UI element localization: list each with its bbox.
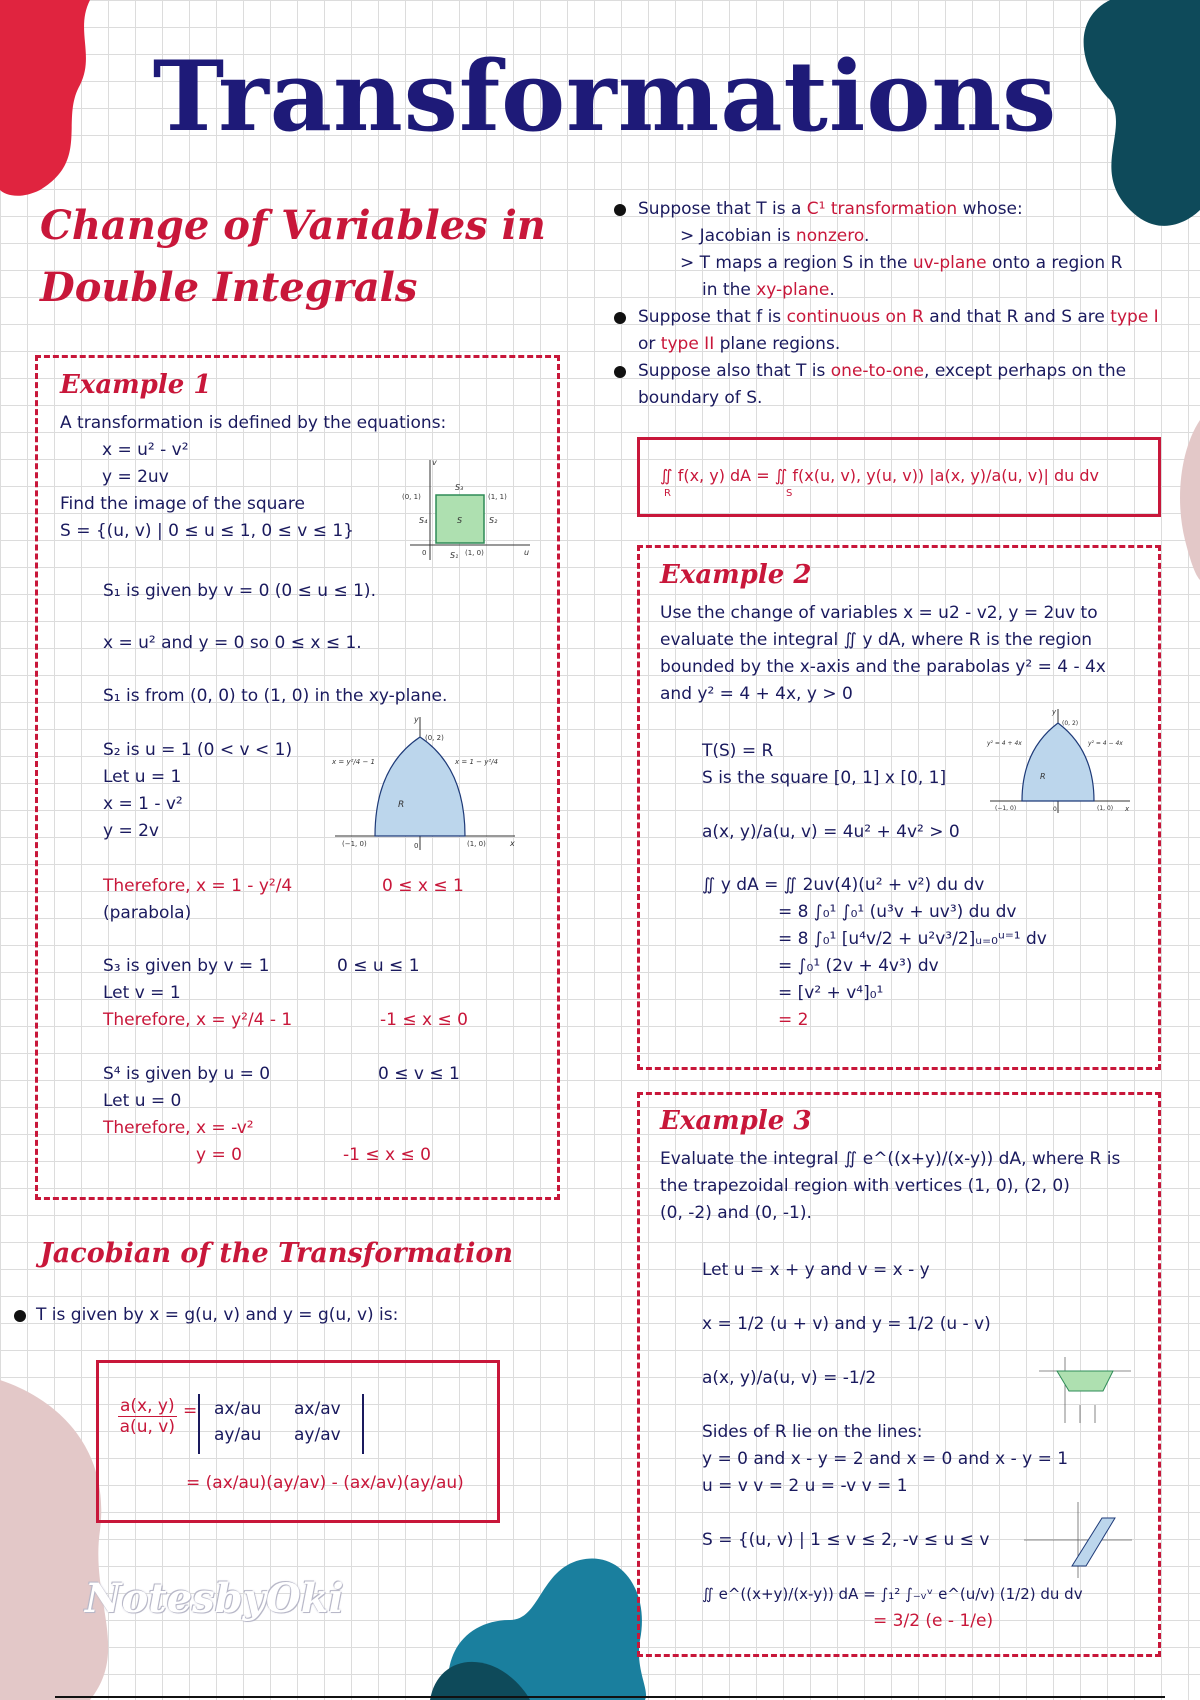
ex2-intro-3: and y² = 4 + 4x, y > 0 [660, 684, 853, 704]
rb0-p2: whose: [957, 199, 1023, 219]
g1-label-s1: S₁ [450, 551, 459, 560]
rb5-p1: type II [660, 334, 715, 354]
formula-left: ∬ f(x, y) dA = [660, 466, 775, 485]
jacobian-bullet-dot [14, 1310, 26, 1322]
s4-line-0: S⁴ is given by u = 0 [103, 1064, 271, 1084]
ex2-calc-0: ∬ y dA = ∬ 2uv(4)(u² + v²) du dv [702, 875, 985, 895]
g2-label-right-curve: x = 1 − y²/4 [455, 758, 498, 766]
rb3-p0: in the [702, 280, 757, 300]
heading-line-2: Double Integrals [40, 264, 418, 311]
g3-label-x: x [1125, 805, 1130, 813]
g1-label-01: (0, 1) [402, 493, 421, 501]
right-bullet-line-5 [638, 331, 840, 358]
formula-text [660, 462, 1099, 489]
ex2-intro-0: Use the change of variables x = u2 - v2, y = 2uv to [660, 603, 1098, 623]
ex2-calc-3: = ∫₀¹ (2v + 4v³) dv [778, 956, 939, 976]
ex1-line-1: x = u² - v² [102, 440, 189, 460]
ex2-calc-4: = [v² + v⁴]₀¹ [778, 983, 884, 1003]
right-bullet-line-3 [702, 277, 835, 304]
bottom-rule [55, 1696, 1165, 1698]
g2-label-0: 0 [414, 842, 419, 850]
heading-line-1: Change of Variables in [40, 202, 546, 249]
ex2-answer: = 2 [778, 1010, 809, 1030]
ex3-intro-0: Evaluate the integral ∬ e^((x+y)/(x-y)) dA, where R is [660, 1149, 1121, 1169]
ex3-let: Let u = x + y and v = x - y [702, 1260, 930, 1280]
g1-label-0: 0 [422, 549, 427, 557]
rb0-p0: Suppose that T is a [638, 199, 807, 219]
ex2-calc-1: = 8 ∫₀¹ ∫₀¹ (u³v + uv³) du dv [778, 902, 1017, 922]
pink-blob-right-edge [1175, 420, 1200, 580]
s2-block [103, 737, 292, 845]
teal-blob-bottom [430, 1540, 660, 1700]
ex2-step-1: S is the square [0, 1] x [0, 1] [702, 768, 947, 788]
matrix-12: ax/av [294, 1399, 341, 1419]
s1-line-0: S₁ is given by v = 0 (0 ≤ u ≤ 1). [103, 581, 376, 601]
ex3-sides-1: y = 0 and x - y = 2 and x = 0 and x - y = 1 [702, 1449, 1069, 1469]
formula-right: ∬ f(x(u, v), y(u, v)) |a(x, y)/a(u, v)| du dv [774, 466, 1099, 485]
rb3-p2: . [829, 280, 835, 300]
rb2-p2: onto a region R [986, 253, 1123, 273]
square-uv-graph [400, 455, 535, 565]
ex2-calc [702, 872, 1047, 1034]
example-2-region-graph [985, 705, 1135, 815]
rb3-p1: xy-plane [756, 280, 830, 300]
jacobian-lhs-den: a(u, v) [119, 1417, 175, 1437]
g2-label-x: x [510, 839, 515, 848]
g2-label-left-curve: x = y²/4 − 1 [332, 758, 375, 766]
s4-line-1: Let u = 0 [103, 1091, 182, 1111]
rb7-p0: boundary of S. [638, 388, 763, 408]
right-bullet-dot-2 [614, 312, 626, 324]
rb1-p2: . [863, 226, 870, 246]
formula-sub-r: R [664, 488, 671, 499]
s2-line-2: x = 1 - v² [103, 794, 183, 814]
matrix-11: ax/au [214, 1399, 262, 1419]
jacobian-lhs [118, 1396, 177, 1437]
g1-label-s: S [457, 516, 463, 525]
ex3-sides-title: Sides of R lie on the lines: [702, 1422, 923, 1442]
ex1-line-3: Find the image of the square [60, 494, 305, 514]
rb2-p1: uv-plane [912, 253, 987, 273]
g3-label-left: y² = 4 + 4x [987, 740, 1022, 747]
s3-therefore: Therefore, x = y²/4 - 1 [103, 1010, 293, 1030]
red-blob-top-left [0, 0, 140, 200]
rb4-p2: and that R and S are [923, 307, 1111, 327]
s4-range-2: -1 ≤ x ≤ 0 [343, 1145, 431, 1165]
rb6-p0: Suppose also that T is [638, 361, 831, 381]
ex3-intro-2: (0, -2) and (0, -1). [660, 1203, 812, 1223]
jacobian-result: = (ax/au)(ay/av) - (ax/av)(ay/au) [186, 1473, 464, 1493]
ex1-line-4: S = {(u, v) | 0 ≤ u ≤ 1, 0 ≤ v ≤ 1} [60, 521, 355, 541]
s2-parabola: (parabola) [103, 903, 192, 923]
g1-label-11: (1, 1) [488, 493, 507, 501]
jacobian-bullet-text: T is given by x = g(u, v) and y = g(u, v) is: [36, 1305, 399, 1325]
s4-range-1: 0 ≤ v ≤ 1 [378, 1064, 460, 1084]
rb6-p1: one-to-one [830, 361, 925, 381]
right-bullet-line-7 [638, 385, 762, 412]
rb5-p2: plane regions. [714, 334, 841, 354]
g2-label-m10: (−1, 0) [342, 840, 367, 848]
example-1-title: Example 1 [60, 370, 212, 400]
g2-label-02: (0, 2) [425, 734, 444, 742]
s3-line-1: Let v = 1 [103, 983, 181, 1003]
g1-label-10: (1, 0) [465, 549, 484, 557]
g2-label-10: (1, 0) [467, 840, 486, 848]
rb2-p0: > T maps a region S in the [680, 253, 913, 273]
s4-therefore: Therefore, x = -v² [103, 1118, 254, 1138]
right-bullet-line-2 [680, 250, 1122, 277]
jacobian-lhs-num: a(x, y) [120, 1396, 175, 1416]
s2-line-0: S₂ is u = 1 (0 < v < 1) [103, 740, 293, 760]
s3-range-1: 0 ≤ u ≤ 1 [337, 956, 420, 976]
watermark-logo: NotesbyOki [85, 1575, 344, 1622]
right-bullet-line-1 [680, 223, 869, 250]
s3-line-0: S₃ is given by v = 1 [103, 956, 270, 976]
s3-range-2: -1 ≤ x ≤ 0 [380, 1010, 468, 1030]
section-heading-change-of-variables [40, 195, 546, 319]
right-bullet-line-6 [638, 358, 1126, 385]
example-3-content [660, 1106, 1150, 1227]
ex3-integral: ∬ e^((x+y)/(x-y)) dA = ∫₁² ∫₋ᵥᵛ e^(u/v) (1/2) du dv [702, 1585, 1083, 1603]
right-bullet-dot-1 [614, 204, 626, 216]
ex3-s-set: S = {(u, v) | 1 ≤ v ≤ 2, -v ≤ u ≤ v [702, 1530, 990, 1550]
right-bullet-line-4 [638, 304, 1159, 331]
ex3-xy: x = 1/2 (u + v) and y = 1/2 (u - v) [702, 1314, 991, 1334]
example-2-title: Example 2 [660, 560, 812, 590]
g1-label-s3: S₃ [455, 483, 464, 492]
ex2-intro-2: bounded by the x-axis and the parabolas y² = 4 - 4x [660, 657, 1106, 677]
example-3-trapezoid-graph [1035, 1353, 1135, 1428]
s2-range: 0 ≤ x ≤ 1 [382, 876, 464, 896]
s2-line-3: y = 2v [103, 821, 159, 841]
rb5-p0: or [638, 334, 661, 354]
s2-therefore: Therefore, x = 1 - y²/4 [103, 876, 293, 896]
ex3-sides-2: u = v v = 2 u = -v v = 1 [702, 1476, 908, 1496]
g3-label-m10: (−1, 0) [995, 805, 1017, 812]
ex1-line-2: y = 2uv [102, 467, 169, 487]
ex2-step-0: T(S) = R [702, 741, 774, 761]
parabola-region-graph [330, 712, 520, 852]
rb1-p0: > Jacobian is [680, 226, 796, 246]
rb1-p1: nonzero [795, 226, 864, 246]
ex2-intro-1: evaluate the integral ∬ y dA, where R is the region [660, 630, 1093, 650]
ex2-step-2: a(x, y)/a(u, v) = 4u² + 4v² > 0 [702, 822, 960, 842]
g1-label-s4: S₄ [419, 516, 428, 525]
right-bullet-dot-3 [614, 366, 626, 378]
ex1-line-0: A transformation is defined by the equations: [60, 413, 447, 433]
g2-label-r: R [398, 800, 405, 810]
s1-line-1: x = u² and y = 0 so 0 ≤ x ≤ 1. [103, 633, 362, 653]
jacobian-matrix [198, 1394, 364, 1454]
page-title: Transformations [152, 40, 1058, 153]
jacobian-heading: Jacobian of the Transformation [40, 1238, 514, 1269]
ex2-calc-2: = 8 ∫₀¹ [u⁴v/2 + u²v³/2]ᵤ₌₀ᵘ⁼¹ dv [778, 929, 1047, 949]
formula-sub-s: S [786, 488, 793, 499]
example-2-content [660, 560, 1150, 708]
rb4-p0: Suppose that f is [638, 307, 787, 327]
rb6-p2: , except perhaps on the [924, 361, 1127, 381]
g3-label-02: (0, 2) [1062, 720, 1079, 727]
g1-label-u: u [524, 548, 530, 557]
s4-y: y = 0 [196, 1145, 242, 1165]
ex3-jac: a(x, y)/a(u, v) = -1/2 [702, 1368, 877, 1388]
g3-label-0: 0 [1053, 806, 1057, 813]
rb0-p1: C¹ transformation [806, 199, 958, 219]
g3-label-right: y² = 4 − 4x [1088, 740, 1123, 747]
example-3-uv-region-graph [1020, 1500, 1135, 1580]
rb4-p1: continuous on R [786, 307, 924, 327]
rb4-p3: type I [1110, 307, 1159, 327]
g2-label-y: y [414, 715, 419, 724]
g3-label-r: R [1040, 772, 1046, 781]
jacobian-equals: = [183, 1401, 198, 1421]
ex3-intro-1: the trapezoidal region with vertices (1, 0), (2, 0) [660, 1176, 1070, 1196]
g3-label-y: y [1052, 708, 1057, 716]
g1-label-s2: S₂ [489, 516, 498, 525]
example-3-title: Example 3 [660, 1106, 812, 1136]
matrix-22: ay/av [294, 1425, 341, 1445]
g3-label-10: (1, 0) [1097, 805, 1114, 812]
ex3-answer: = 3/2 (e - 1/e) [873, 1611, 994, 1631]
right-bullet-line-0 [638, 196, 1023, 223]
matrix-21: ay/au [214, 1425, 262, 1445]
s1-line-2: S₁ is from (0, 0) to (1, 0) in the xy-plane. [103, 686, 448, 706]
g1-label-v: v [432, 458, 437, 467]
s2-line-1: Let u = 1 [103, 767, 182, 787]
